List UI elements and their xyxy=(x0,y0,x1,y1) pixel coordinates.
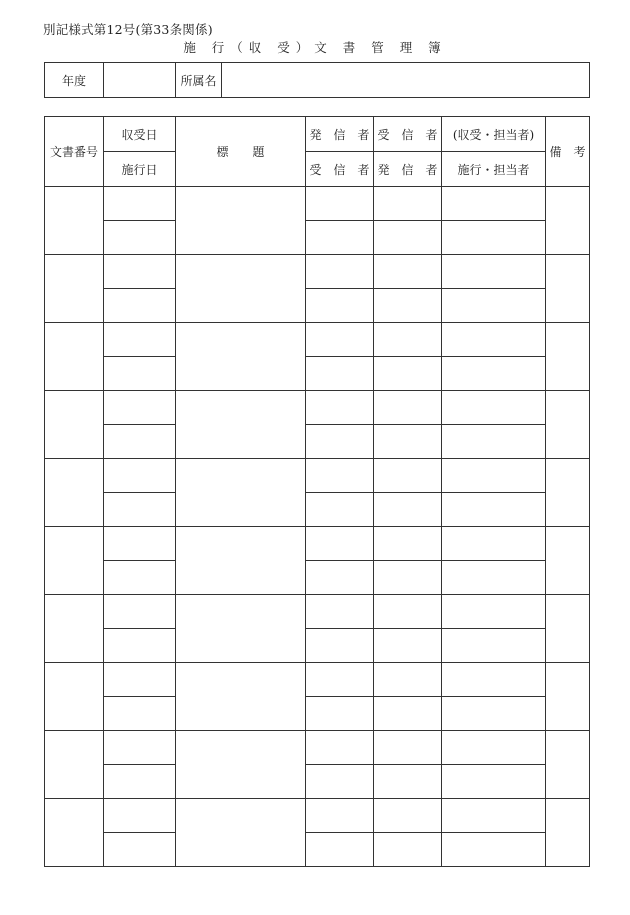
received-date-cell[interactable] xyxy=(104,663,176,697)
table-row xyxy=(45,663,590,697)
year-label: 年度 xyxy=(45,63,104,98)
remarks-cell[interactable] xyxy=(546,187,590,255)
handler-received-cell[interactable] xyxy=(442,255,546,289)
sender-bottom-cell[interactable] xyxy=(374,289,442,323)
subject-cell[interactable] xyxy=(176,391,306,459)
remarks-cell[interactable] xyxy=(546,527,590,595)
received-date-cell[interactable] xyxy=(104,323,176,357)
handler-enforced-cell[interactable] xyxy=(442,289,546,323)
col-header-handler-received: (収受・担当者) xyxy=(442,117,546,152)
sender-cell[interactable] xyxy=(306,595,374,629)
receiver-bottom-cell[interactable] xyxy=(306,493,374,527)
sender-bottom-cell[interactable] xyxy=(374,629,442,663)
table-row xyxy=(45,391,590,425)
sender-cell[interactable] xyxy=(306,323,374,357)
receiver-bottom-cell[interactable] xyxy=(306,357,374,391)
col-header-sender-bottom: 発 信 者 xyxy=(374,152,442,187)
receiver-bottom-cell[interactable] xyxy=(306,629,374,663)
received-date-cell[interactable] xyxy=(104,595,176,629)
receiver-cell[interactable] xyxy=(374,187,442,221)
receiver-cell[interactable] xyxy=(374,595,442,629)
received-date-cell[interactable] xyxy=(104,731,176,765)
document-ledger-table xyxy=(44,116,590,867)
col-header-doc-number: 文書番号 xyxy=(45,117,104,187)
table-row xyxy=(45,289,590,323)
enforced-date-cell[interactable] xyxy=(104,765,176,799)
receiver-cell[interactable] xyxy=(374,799,442,833)
receiver-cell[interactable] xyxy=(374,391,442,425)
year-field[interactable] xyxy=(104,63,176,98)
received-date-cell[interactable] xyxy=(104,799,176,833)
doc-number-cell[interactable] xyxy=(45,187,104,255)
receiver-bottom-cell[interactable] xyxy=(306,765,374,799)
col-header-receiver-bottom: 受 信 者 xyxy=(306,152,374,187)
receiver-cell[interactable] xyxy=(374,323,442,357)
handler-received-cell[interactable] xyxy=(442,527,546,561)
ledger-body xyxy=(45,187,590,867)
doc-number-cell[interactable] xyxy=(45,391,104,459)
doc-number-cell[interactable] xyxy=(45,663,104,731)
col-header-enforced-date: 施行日 xyxy=(104,152,176,187)
table-row xyxy=(45,459,590,493)
doc-number-cell[interactable] xyxy=(45,323,104,391)
remarks-cell[interactable] xyxy=(546,323,590,391)
sender-cell[interactable] xyxy=(306,527,374,561)
doc-number-cell[interactable] xyxy=(45,459,104,527)
enforced-date-cell[interactable] xyxy=(104,357,176,391)
handler-enforced-cell[interactable] xyxy=(442,425,546,459)
handler-enforced-cell[interactable] xyxy=(442,221,546,255)
sender-cell[interactable] xyxy=(306,459,374,493)
sender-cell[interactable] xyxy=(306,799,374,833)
doc-number-cell[interactable] xyxy=(45,527,104,595)
receiver-cell[interactable] xyxy=(374,731,442,765)
handler-enforced-cell[interactable] xyxy=(442,493,546,527)
handler-received-cell[interactable] xyxy=(442,459,546,493)
sender-bottom-cell[interactable] xyxy=(374,493,442,527)
received-date-cell[interactable] xyxy=(104,187,176,221)
receiver-cell[interactable] xyxy=(374,663,442,697)
sender-bottom-cell[interactable] xyxy=(374,357,442,391)
department-label: 所属名 xyxy=(176,63,222,98)
handler-enforced-cell[interactable] xyxy=(442,765,546,799)
remarks-cell[interactable] xyxy=(546,595,590,663)
received-date-cell[interactable] xyxy=(104,255,176,289)
table-row xyxy=(45,765,590,799)
receiver-bottom-cell[interactable] xyxy=(306,833,374,867)
subject-cell[interactable] xyxy=(176,595,306,663)
remarks-cell[interactable] xyxy=(546,459,590,527)
subject-cell[interactable] xyxy=(176,731,306,799)
table-row xyxy=(45,255,590,289)
handler-received-cell[interactable] xyxy=(442,187,546,221)
handler-enforced-cell[interactable] xyxy=(442,629,546,663)
table-row xyxy=(45,731,590,765)
sender-cell[interactable] xyxy=(306,663,374,697)
table-row xyxy=(45,697,590,731)
subject-cell[interactable] xyxy=(176,527,306,595)
enforced-date-cell[interactable] xyxy=(104,629,176,663)
table-row xyxy=(45,493,590,527)
sender-bottom-cell[interactable] xyxy=(374,561,442,595)
handler-received-cell[interactable] xyxy=(442,663,546,697)
handler-received-cell[interactable] xyxy=(442,323,546,357)
receiver-bottom-cell[interactable] xyxy=(306,425,374,459)
enforced-date-cell[interactable] xyxy=(104,493,176,527)
handler-enforced-cell[interactable] xyxy=(442,833,546,867)
sender-bottom-cell[interactable] xyxy=(374,697,442,731)
subject-cell[interactable] xyxy=(176,255,306,323)
receiver-bottom-cell[interactable] xyxy=(306,561,374,595)
sender-cell[interactable] xyxy=(306,731,374,765)
table-row xyxy=(45,425,590,459)
handler-received-cell[interactable] xyxy=(442,731,546,765)
table-row xyxy=(45,527,590,561)
remarks-cell[interactable] xyxy=(546,255,590,323)
table-row xyxy=(45,323,590,357)
sender-bottom-cell[interactable] xyxy=(374,833,442,867)
subject-cell[interactable] xyxy=(176,459,306,527)
handler-enforced-cell[interactable] xyxy=(442,561,546,595)
sender-cell[interactable] xyxy=(306,391,374,425)
handler-received-cell[interactable] xyxy=(442,799,546,833)
col-header-receiver: 受 信 者 xyxy=(374,117,442,152)
remarks-cell[interactable] xyxy=(546,731,590,799)
subject-cell[interactable] xyxy=(176,323,306,391)
subject-cell[interactable] xyxy=(176,799,306,867)
header-table xyxy=(44,62,590,98)
sender-cell[interactable] xyxy=(306,187,374,221)
enforced-date-cell[interactable] xyxy=(104,289,176,323)
form-label: 別記様式第12号(第33条関係) xyxy=(43,22,213,37)
department-field[interactable] xyxy=(222,63,590,98)
receiver-bottom-cell[interactable] xyxy=(306,697,374,731)
received-date-cell[interactable] xyxy=(104,527,176,561)
receiver-cell[interactable] xyxy=(374,459,442,493)
doc-number-cell[interactable] xyxy=(45,731,104,799)
enforced-date-cell[interactable] xyxy=(104,561,176,595)
receiver-cell[interactable] xyxy=(374,255,442,289)
received-date-cell[interactable] xyxy=(104,391,176,425)
handler-enforced-cell[interactable] xyxy=(442,357,546,391)
enforced-date-cell[interactable] xyxy=(104,425,176,459)
col-header-handler-enforced: 施行・担当者 xyxy=(442,152,546,187)
sender-bottom-cell[interactable] xyxy=(374,765,442,799)
document-title: 施 行（収 受）文 書 管 理 簿 xyxy=(183,40,447,55)
table-row xyxy=(45,595,590,629)
enforced-date-cell[interactable] xyxy=(104,697,176,731)
handler-enforced-cell[interactable] xyxy=(442,697,546,731)
table-row xyxy=(45,357,590,391)
receiver-bottom-cell[interactable] xyxy=(306,221,374,255)
col-header-received-date: 収受日 xyxy=(104,117,176,152)
enforced-date-cell[interactable] xyxy=(104,221,176,255)
subject-cell[interactable] xyxy=(176,663,306,731)
doc-number-cell[interactable] xyxy=(45,595,104,663)
sender-cell[interactable] xyxy=(306,255,374,289)
table-row xyxy=(45,561,590,595)
table-row xyxy=(45,187,590,221)
remarks-cell[interactable] xyxy=(546,663,590,731)
sender-bottom-cell[interactable] xyxy=(374,425,442,459)
handler-received-cell[interactable] xyxy=(442,391,546,425)
doc-number-cell[interactable] xyxy=(45,799,104,867)
table-row xyxy=(45,221,590,255)
col-header-subject: 標 題 xyxy=(176,117,306,187)
doc-number-cell[interactable] xyxy=(45,255,104,323)
table-row xyxy=(45,799,590,833)
table-row xyxy=(45,629,590,663)
remarks-cell[interactable] xyxy=(546,799,590,867)
subject-cell[interactable] xyxy=(176,187,306,255)
remarks-cell[interactable] xyxy=(546,391,590,459)
col-header-remarks: 備 考 xyxy=(546,117,590,187)
received-date-cell[interactable] xyxy=(104,459,176,493)
sender-bottom-cell[interactable] xyxy=(374,221,442,255)
col-header-sender: 発 信 者 xyxy=(306,117,374,152)
table-row xyxy=(45,833,590,867)
receiver-bottom-cell[interactable] xyxy=(306,289,374,323)
handler-received-cell[interactable] xyxy=(442,595,546,629)
enforced-date-cell[interactable] xyxy=(104,833,176,867)
receiver-cell[interactable] xyxy=(374,527,442,561)
